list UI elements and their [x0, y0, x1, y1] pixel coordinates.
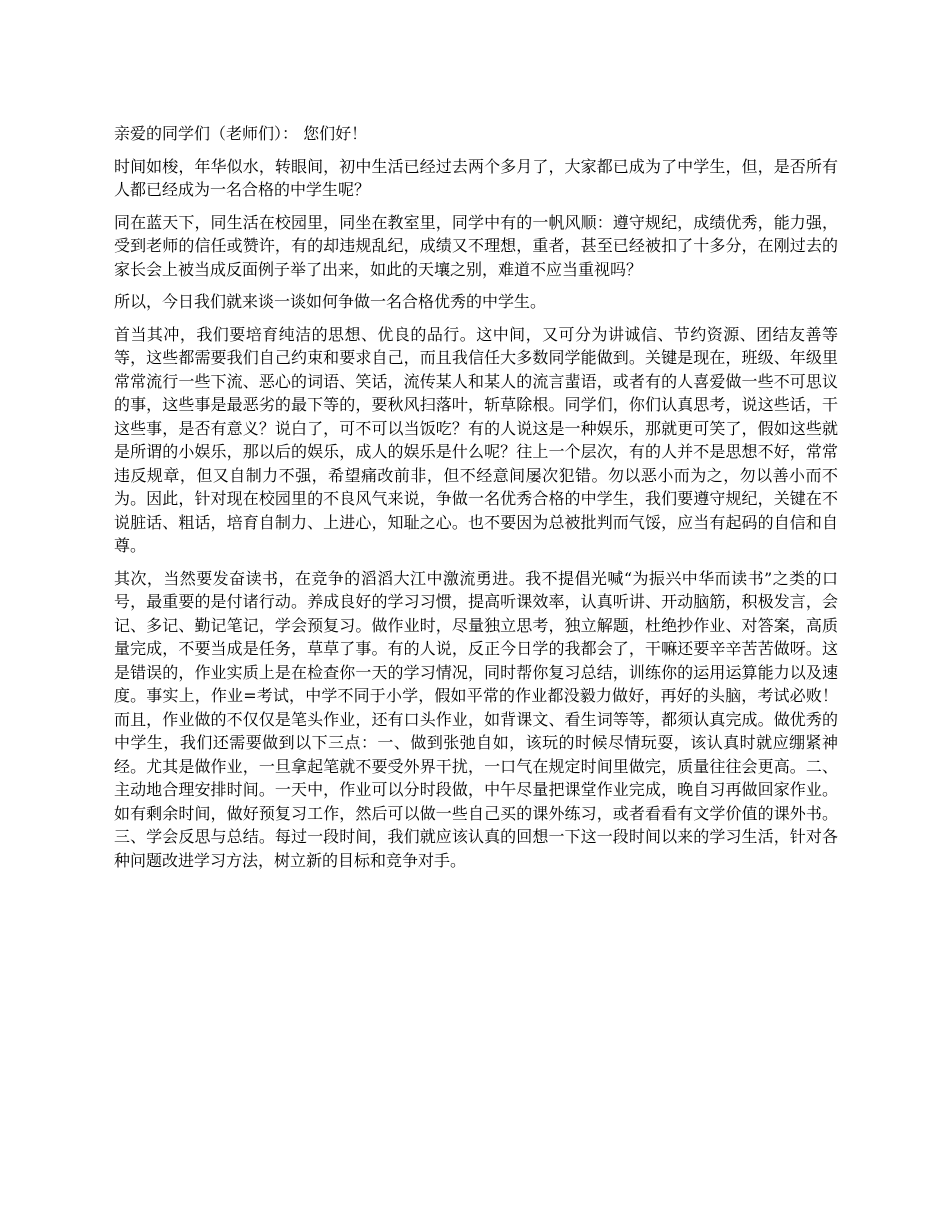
- morality-paragraph: 首当其冲，我们要培育纯洁的思想、优良的品行。这中间，又可分为讲诚信、节约资源、团结友善等等，这些都需要我们自己约束和要求自己，而且我信任大多数同学能做到。关键是现在，班级、年级里常常流行一些下流、恶心的词语、笑话，流传某人和某人的流言蜚语，或者有的人喜爱做一些不可思议的事，这些事是最恶劣的最下等的，要秋风扫落叶，斩草除根。同学们，你们认真思考，说这些话，干这些事，是否有意义？说白了，可不可以当饭吃？有的人说这是一种娱乐，那就更可笑了，假如这些就是所谓的小娱乐，那以后的娱乐，成人的娱乐是什么呢？往上一个层次，有的人并不是思想不好，常常违反规章，但又自制力不强，希望痛改前非，但不经意间屡次犯错。勿以恶小而为之，勿以善小而不为。因此，针对现在校园里的不良风气来说，争做一名优秀合格的中学生，我们要遵守规纪，关键在不说脏话、粗话，培育自制力、上进心，知耻之心。也不要因为总被批判而气馁，应当有起码的自信和自尊。: [114, 324, 838, 555]
- document-page: [114, 122, 838, 881]
- study-paragraph: 其次，当然要发奋读书，在竞争的滔滔大江中激流勇进。我不提倡光喊“为振兴中华而读书”之类的口号，最重要的是付诸行动。养成良好的学习习惯，提高听课效率，认真听讲、开动脑筋，积极发言，会记、多记、勤记笔记，学会预复习。做作业时，尽量独立思考，独立解题，杜绝抄作业、对答案，高质量完成，不要当成是任务，草草了事。有的人说，反正今日学的我都会了，干嘛还要辛辛苦苦做呀。这是错误的，作业实质上是在检查你一天的学习情况，同时帮你复习总结，训练你的运用运算能力以及速度。事实上，作业=考试，中学不同于小学，假如平常的作业都没毅力做好，再好的头脑，考试必败！而且，作业做的不仅仅是笔头作业，还有口头作业，如背课文、看生词等等，都须认真完成。做优秀的中学生，我们还需要做到以下三点：一、做到张弛自如，该玩的时候尽情玩耍，该认真时就应绷紧神经。尤其是做作业，一旦拿起笔就不要受外界干扰，一口气在规定时间里做完，质量往往会更高。二、主动地合理安排时间。一天中，作业可以分时段做，中午尽量把课堂作业完成，晚自习再做回家作业。如有剩余时间，做好预复习工作，然后可以做一些自己买的课外练习，或者看看有文学价值的课外书。三、学会反思与总结。每过一段时间，我们就应该认真的回想一下这一段时间以来的学习生活，针对各种问题改进学习方法，树立新的目标和竞争对手。: [114, 568, 838, 870]
- greeting-paragraph: 亲爱的同学们（老师们）： 您们好！: [114, 124, 368, 143]
- intro-paragraph: 时间如梭，年华似水，转眼间，初中生活已经过去两个多月了，大家都已成为了中学生，但，是否所有人都已经成为一名合格的中学生呢？: [114, 156, 838, 199]
- topic-paragraph: 所以，今日我们就来谈一谈如何争做一名合格优秀的中学生。: [114, 292, 547, 311]
- contrast-paragraph: 同在蓝天下，同生活在校园里，同坐在教室里，同学中有的一帆风顺：遵守规纪，成绩优秀，能力强，受到老师的信任或赞许，有的却违规乱纪，成绩又不理想，重者，甚至已经被扣了十多分，在刚过去的家长会上被当成反面例子举了出来，如此的天壤之别，难道不应当重视吗？: [114, 212, 838, 279]
